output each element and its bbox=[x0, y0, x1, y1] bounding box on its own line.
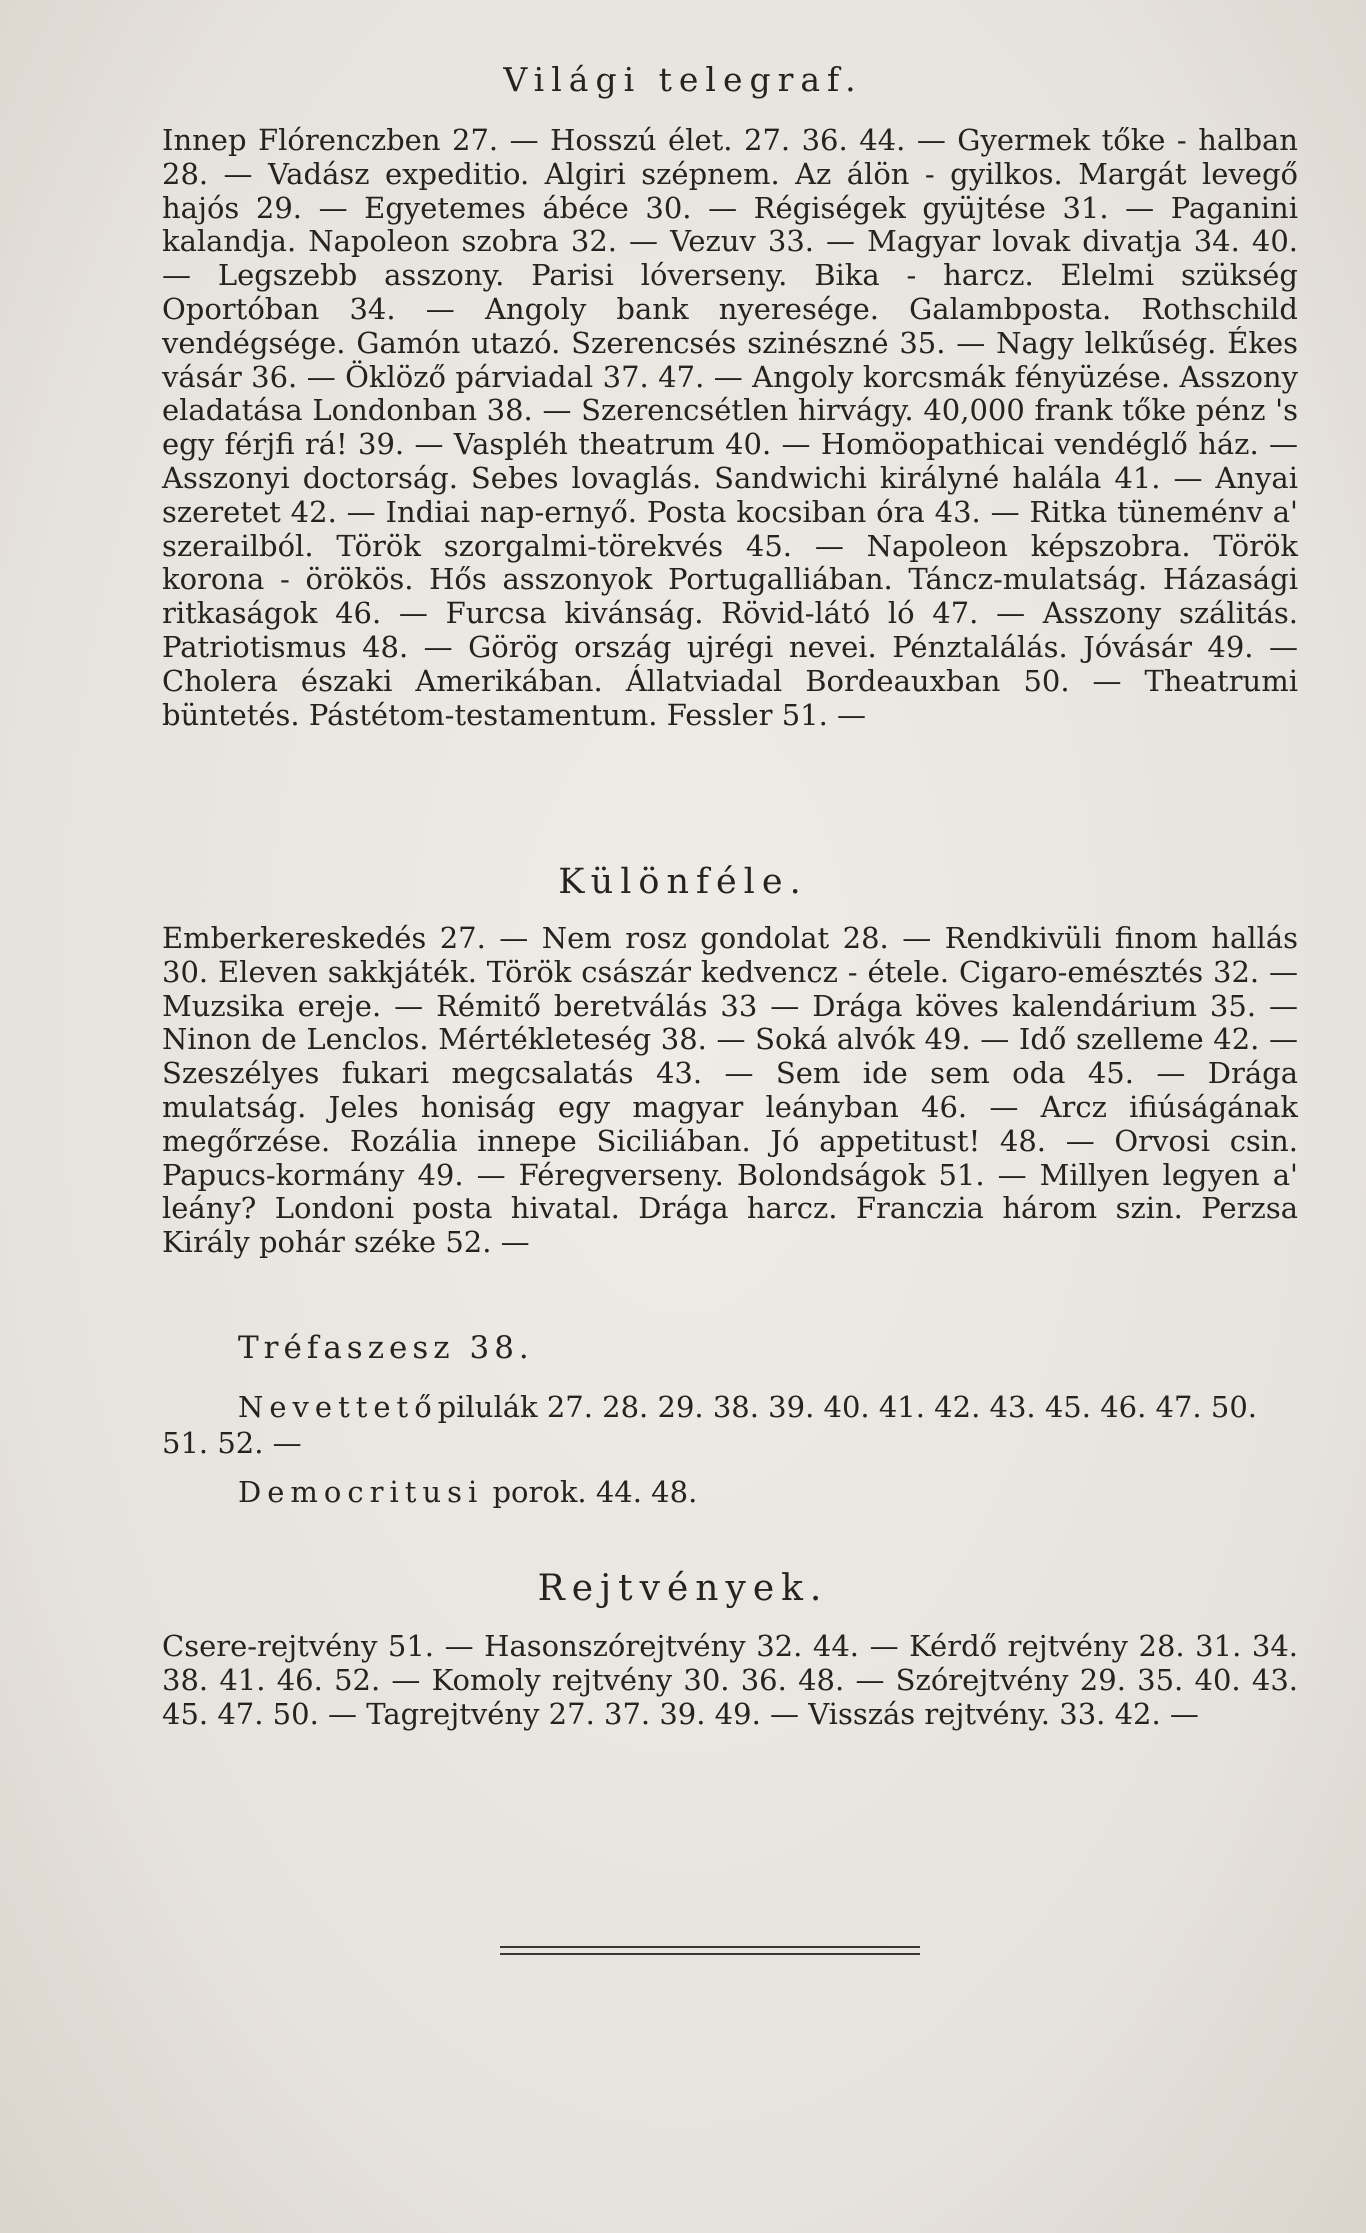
nevetteto-pages: pilulák 27. 28. 29. 38. 39. 40. 41. 42. 43. 45. 46. 47. 50. bbox=[437, 1390, 1257, 1424]
nevetteto-continuation: 51. 52. — bbox=[162, 1426, 302, 1460]
nevetteto-label: Nevettető bbox=[238, 1390, 438, 1424]
section-title-kulonfele: Különféle. bbox=[558, 862, 808, 902]
trefaszesz-line bbox=[238, 1330, 534, 1366]
closing-double-rule bbox=[500, 1946, 920, 1955]
section-text-vilagi-telegraf: Innep Flórenczben 27. — Hosszú élet. 27. 36. 44. — Gyermek tőke - halban 28. — Vadász expeditio. Algiri szépnem. Az álön - gyilkos. Margát levegő hajós 29. — Egyetemes ábéce 30. — Régiségek gyüjtése 31. — Paganini kalandja. Napoleon szobra 32. — Vezuv 33. — Magyar lovak divatja 34. 40. — Legszebb asszony. Parisi lóverseny. Bika - harcz. Elelmi szükség Oportóban 34. — Angoly bank nyeresége. Galambposta. Rothschild vendégsége. Gamón utazó. Szerencsés szinészné 35. — Nagy lelkűség. Ékes vásár 36. — Öklöző párviadal 37. 47. — Angoly korcsmák fényüzése. Asszony eladatása Londonban 38. — Szerencsétlen hirvágy. 40,000 frank tőke pénz 's egy férjfi rá! 39. — Vaspléh theatrum 40. — Homöopathicai vendéglő ház. — Asszonyi doctorság. Sebes lovaglás. Sandwichi királyné halála 41. — Anyai szeretet 42. — Indiai nap-ernyő. Posta kocsiban óra 43. — Ritka tüneménv a' szerailból. Török szorgalmi-törekvés 45. — Napoleon képszobra. Török korona - örökös. Hős asszonyok Portugalliában. Táncz-mulatság. Házasági ritkaságok 46. — Furcsa kivánság. Rövid-látó ló 47. — Asszony szálitás. Patriotismus 48. — Görög ország ujrégi nevei. Pénztalálás. Jóvásár 49. — Cholera északi Amerikában. Állatviadal Bordeauxban 50. — Theatrumi büntetés. Pástétom-testamentum. Fessler 51. — bbox=[162, 123, 1298, 732]
section-text-kulonfele: Emberkereskedés 27. — Nem rosz gondolat 28. — Rendkivüli finom hallás 30. Eleven sakkjáték. Török császár kedvencz - étele. Cigaro-emésztés 32. — Muzsika ereje. — Rémitő beretválás 33 — Drága köves kalendárium 35. — Ninon de Lenclos. Mértékleteség 38. — Soká alvók 49. — Idő szelleme 42. — Szeszélyes fukari megcsalatás 43. — Sem ide sem oda 45. — Drága mulatság. Jeles honiság egy magyar leányban 46. — Arcz ifiúságának megőrzése. Rozália innepe Siciliában. Jó appetitust! 48. — Orvosi csin. Papucs-kormány 49. — Féregverseny. Bolondságok 51. — Millyen legyen a' leány? Londoni posta hivatal. Drága harcz. Francziа három szin. Perzsa Király pohár széke 52. — bbox=[162, 921, 1298, 1260]
nevetteto-line bbox=[238, 1390, 1257, 1424]
trefaszesz-pages: 38. bbox=[469, 1330, 534, 1366]
democritusi-line bbox=[238, 1475, 697, 1509]
democritusi-pages: porok. 44. 48. bbox=[492, 1475, 698, 1509]
democritusi-label: Democritusi bbox=[238, 1475, 484, 1509]
section-title-rejtvenyek: Rejtvények. bbox=[537, 1568, 829, 1609]
section-text-rejtvenyek: Csere-rejtvény 51. — Hasonszórejtvény 32. 44. — Kérdő rejtvény 28. 31. 34. 38. 41. 46. 52. — Komoly rejtvény 30. 36. 48. — Szórejtvény 29. 35. 40. 43. 45. 47. 50. — Tagrejtvény 27. 37. 39. 49. — Visszás rejtvény. 33. 42. — bbox=[162, 1629, 1298, 1731]
trefaszesz-label: Tréfaszesz bbox=[238, 1330, 455, 1366]
section-title-vilagi-telegraf: Világi telegraf. bbox=[503, 60, 863, 99]
